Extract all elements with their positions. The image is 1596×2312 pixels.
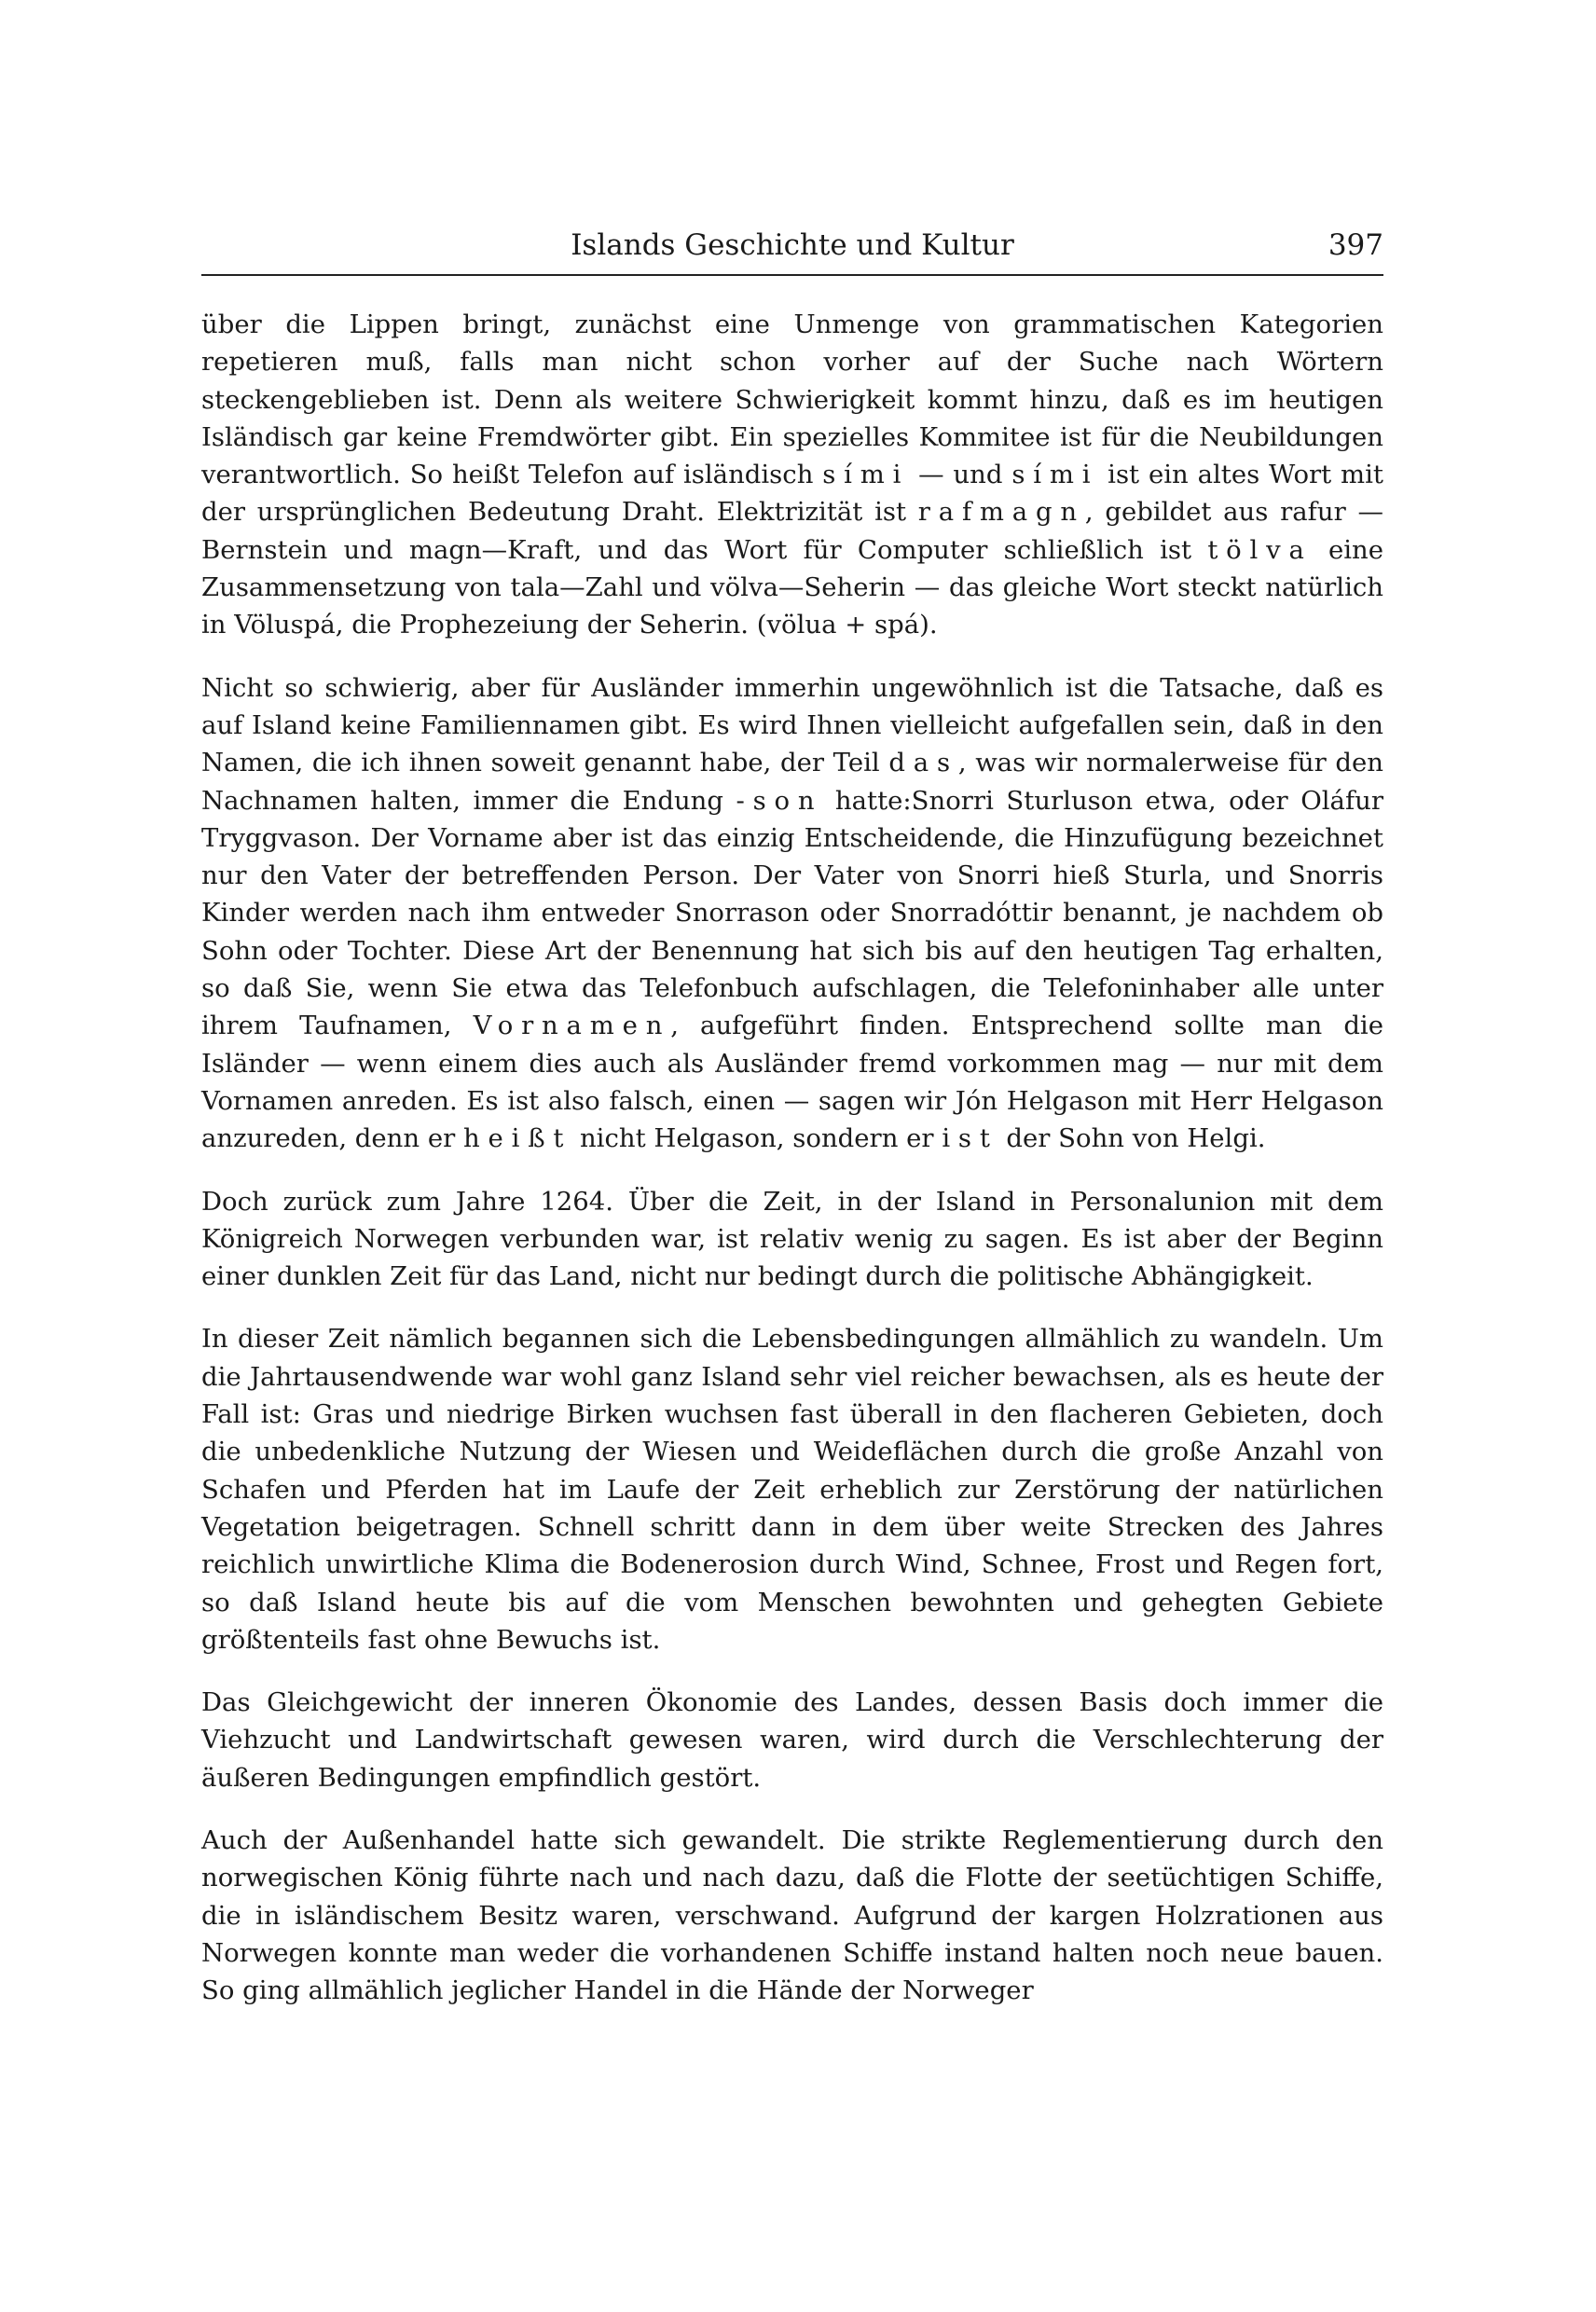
text-run: der Sohn von Helgi. — [998, 1123, 1266, 1154]
text-run: Nicht so schwierig, aber für Ausländer immerhin ungewöhnlich ist die Tatsache, daß es auf Island keine Familiennamen gibt. Es wird Ihnen vielleicht aufgefallen sein, daß in den Namen, die ich ihnen soweit genannt habe, der Teil — [201, 672, 1383, 778]
paragraph — [201, 1684, 1383, 1796]
text-run: über die Lippen bringt, zunächst eine Unmenge von grammatischen Kategorien repetieren muß, falls man nicht schon vorher auf der Suche nach Wörtern steckengeblieben ist. Denn als weitere Schwierigkeit kommt hinzu, daß es im heutigen Isländisch gar keine Fremdwörter gibt. Ein spezielles Kommitee ist für die Neubildungen verantwortlich. So heißt Telefon auf isländisch — [201, 310, 1383, 490]
text-run: Doch zurück zum Jahre 1264. Über die Zeit, in der Island in Personalunion mit dem Königreich Norwegen verbunden war, ist relativ wenig zu sagen. Es ist aber der Beginn einer dunklen Zeit für das Land, nicht nur bedingt durch die politische Abhängigkeit. — [201, 1186, 1383, 1292]
text-run: , gebildet aus rafur —Bernstein und magn—Kraft, und das Wort für Computer schließlich ist — [201, 497, 1383, 565]
text-run: , aufgeführt finden. Entsprechend sollte man die Isländer — wenn einem dies auch als Ausländer fremd vorkommen mag — nur mit dem Vornamen anreden. Es ist also falsch, einen — sagen wir Jón Helgason mit Herr Helgason anzureden, denn er — [201, 1011, 1384, 1154]
text-run: ist ein altes Wort mit der ursprünglichen Bedeutung Draht. Elektrizität ist — [201, 460, 1383, 528]
text-run: Das Gleichgewicht der inneren Ökonomie des Landes, dessen Basis doch immer die Viehzucht und Landwirtschaft gewesen waren, wird durch die Verschlechterung der äußeren Bedingungen empfindlich gestört. — [201, 1687, 1383, 1793]
text-run: — und — [909, 460, 1012, 490]
spaced-emphasis: das — [888, 748, 958, 778]
spaced-emphasis: ist — [942, 1123, 998, 1154]
paragraph — [201, 1822, 1383, 2009]
spaced-emphasis: sími — [1011, 460, 1099, 490]
text-run: nicht Helgason, sondern er — [571, 1123, 942, 1154]
header-rule — [201, 274, 1383, 276]
paragraph — [201, 306, 1383, 644]
spaced-emphasis: tölva — [1207, 534, 1313, 565]
paragraph — [201, 1320, 1383, 1658]
text-run: hatte:Snorri Sturluson etwa, oder Oláfur Tryggvason. Der Vorname aber ist das einzig Entscheidende, die Hinzufügung bezeichnet nur den Vater der betreffenden Person. Der Vater von Snorri hieß Sturla, und Snorris Kinder werden nach ihm entweder Snorrason oder Snorradóttir benannt, je nachdem ob Sohn oder Tochter. Diese Art der Benennung hat sich bis auf den heutigen Tag erhalten, so daß Sie, wenn Sie etwa das Telefonbuch aufschlagen, die Telefoninhaber alle unter ihrem Taufnamen, — [201, 785, 1383, 1041]
paragraph — [201, 669, 1383, 1158]
spaced-emphasis: rafmagn — [917, 497, 1085, 528]
spaced-emphasis: heißt — [463, 1123, 572, 1154]
spaced-emphasis: Vornamen — [473, 1011, 671, 1041]
body-text — [201, 306, 1383, 2009]
spaced-emphasis: -son — [736, 785, 823, 816]
running-header — [201, 227, 1383, 273]
text-run: Auch der Außenhandel hatte sich gewandelt. Die strikte Reglementierung durch den norwegischen König führte nach und nach dazu, daß die Flotte der seetüchtigen Schiffe, die in isländischem Besitz waren, verschwand. Aufgrund der kargen Holzrationen aus Norwegen konnte man weder die vorhandenen Schiffe instand halten noch neue bauen. So ging allmählich jeglicher Handel in die Hände der Norweger — [201, 1824, 1383, 2006]
text-run: eine Zusammensetzung von tala—Zahl und völva—Seherin — das gleiche Wort steckt natürlich in Völuspá, die Prophezeiung der Seherin. (völua + spá). — [201, 534, 1384, 640]
text-run: , was wir normalerweise für den Nachnamen halten, immer die Endung — [201, 748, 1384, 816]
page-number: 397 — [1328, 228, 1383, 262]
running-header-title: Islands Geschichte und Kultur — [571, 228, 1014, 262]
spaced-emphasis: sími — [822, 460, 910, 490]
text-run: In dieser Zeit nämlich begannen sich die Lebensbedingungen allmählich zu wandeln. Um die Jahrtausendwende war wohl ganz Island sehr viel reicher bewachsen, als es heute der Fall ist: Gras und niedrige Birken wuchsen fast überall in den flacheren Gebieten, doch die unbedenkliche Nutzung der Wiesen und Weideflächen durch die große Anzahl von Schafen und Pferden hat im Laufe der Zeit erheblich zur Zerstörung der natürlichen Vegetation beigetragen. Schnell schritt dann in dem über weite Strecken des Jahres reichlich unwirtliche Klima die Bodenerosion durch Wind, Schnee, Frost und Regen fort, so daß Island heute bis auf die vom Menschen bewohnten und gehegten Gebiete größtenteils fast ohne Bewuchs ist. — [201, 1324, 1383, 1655]
paragraph — [201, 1183, 1383, 1296]
